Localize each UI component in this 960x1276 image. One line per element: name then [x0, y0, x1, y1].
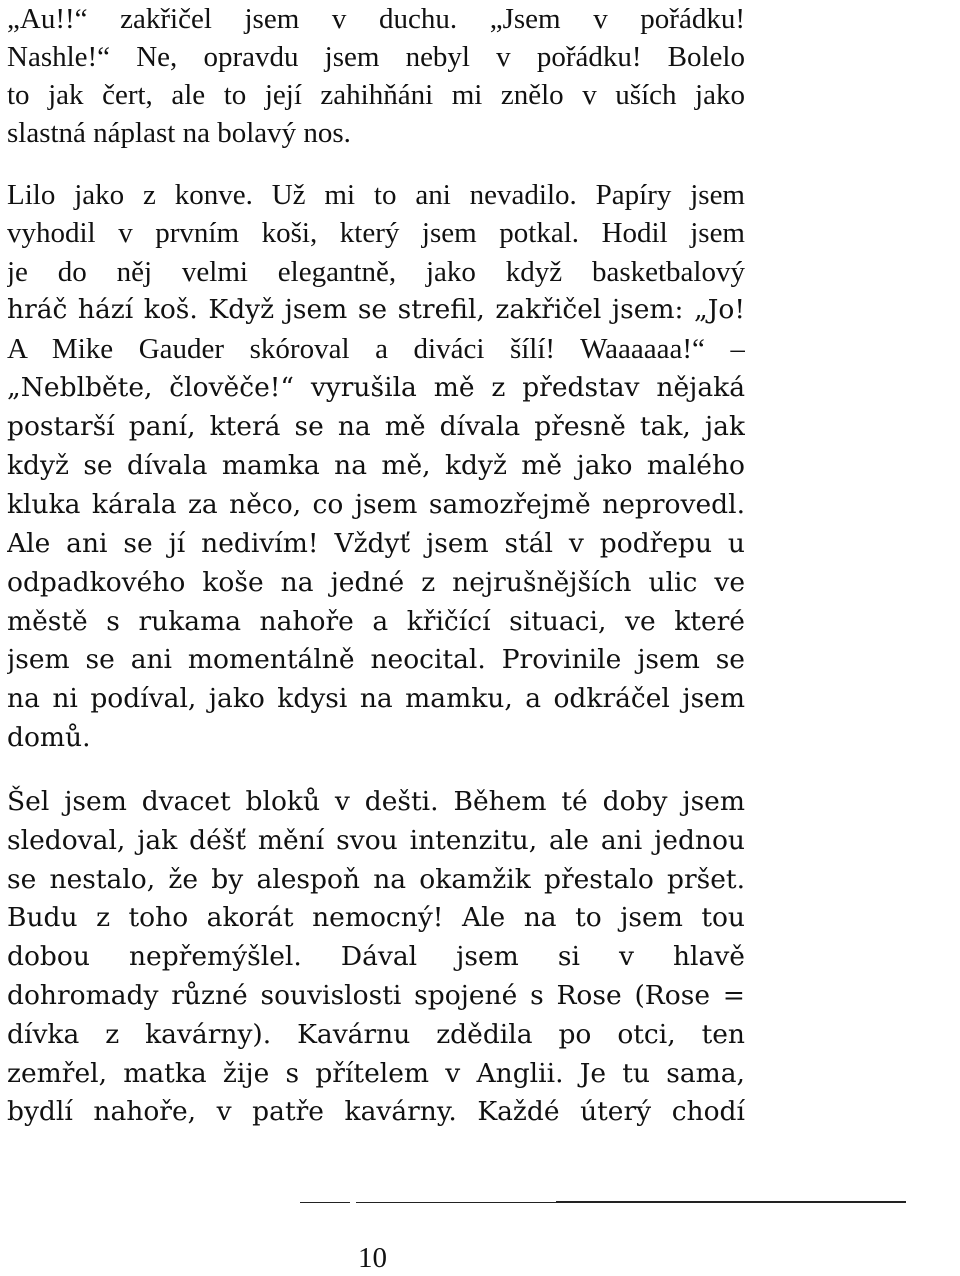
text-line-20: Šel jsem dvacet bloků v dešti. Během té doby jsem	[7, 786, 745, 817]
text-line-21: sledoval, jak déšť mění svou intenzitu, ale ani jednou	[7, 825, 745, 856]
text-line-24: dobou nepřemýšlel. Dával jsem si v hlavě	[7, 941, 745, 972]
text-line-23: Budu z toho akorát nemocný! Ale na to jsem tou	[7, 902, 745, 933]
text-line-17: jsem se ani momentálně neocital. Provinile jsem se	[7, 644, 745, 675]
text-line-14: Ale ani se jí nedivím! Vždyť jsem stál v podřepu u	[7, 528, 745, 559]
text-line-3: to jak čert, ale to její zahihňáni mi znělo v uších jako	[7, 79, 745, 111]
text-line-13: kluka kárala za něco, co jsem samozřejmě neprovedl.	[7, 489, 745, 520]
text-line-2: Nashle!“ Ne, opravdu jsem nebyl v pořádku! Bolelo	[7, 41, 745, 73]
text-line-26: dívka z kavárny). Kavárnu zdědila po otci, ten	[7, 1019, 745, 1050]
text-line-22: se nestalo, že by alespoň na okamžik přestalo pršet.	[7, 864, 745, 895]
text-line-6: vyhodil v prvním koši, který jsem potkal. Hodil jsem	[7, 217, 745, 249]
text-line-1: „Au!!“ zakřičel jsem v duchu. „Jsem v pořádku!	[7, 3, 745, 35]
footer-rule-segment-right	[556, 1201, 906, 1203]
text-line-10: „Neblběte, člověče!“ vyrušila mě z představ nějaká	[7, 372, 745, 403]
text-line-16: městě s rukama nahoře a křičící situaci, ve které	[7, 606, 745, 637]
text-line-27: zemřel, matka žije s přítelem v Anglii. Je tu sama,	[7, 1058, 745, 1089]
text-line-12: když se dívala mamka na mě, když mě jako malého	[7, 450, 745, 481]
page-number: 10	[358, 1242, 387, 1274]
text-line-15: odpadkového koše na jedné z nejrušnějších ulic ve	[7, 567, 745, 598]
text-line-25: dohromady různé souvislosti spojené s Rose (Rose =	[7, 980, 745, 1011]
text-line-9: A Mike Gauder skóroval a diváci šílí! Waaaaaa!“ –	[7, 333, 745, 365]
footer-rule-segment-middle	[356, 1202, 556, 1203]
text-line-19: domů.	[7, 722, 91, 753]
text-line-7: je do něj velmi elegantně, jako když basketbalový	[7, 256, 745, 288]
text-line-18: na ni podíval, jako kdysi na mamku, a odkráčel jsem	[7, 683, 745, 714]
text-line-28: bydlí nahoře, v patře kavárny. Každé úterý chodí	[7, 1096, 745, 1127]
text-line-5: Lilo jako z konve. Už mi to ani nevadilo. Papíry jsem	[7, 179, 745, 211]
text-line-11: postarší paní, která se na mě dívala přesně tak, jak	[7, 411, 745, 442]
text-line-8: hráč hází koš. Když jsem se strefil, zakřičel jsem: „Jo!	[7, 294, 745, 325]
footer-rule-segment-left	[300, 1202, 350, 1203]
text-line-4: slastná náplast na bolavý nos.	[7, 117, 351, 149]
